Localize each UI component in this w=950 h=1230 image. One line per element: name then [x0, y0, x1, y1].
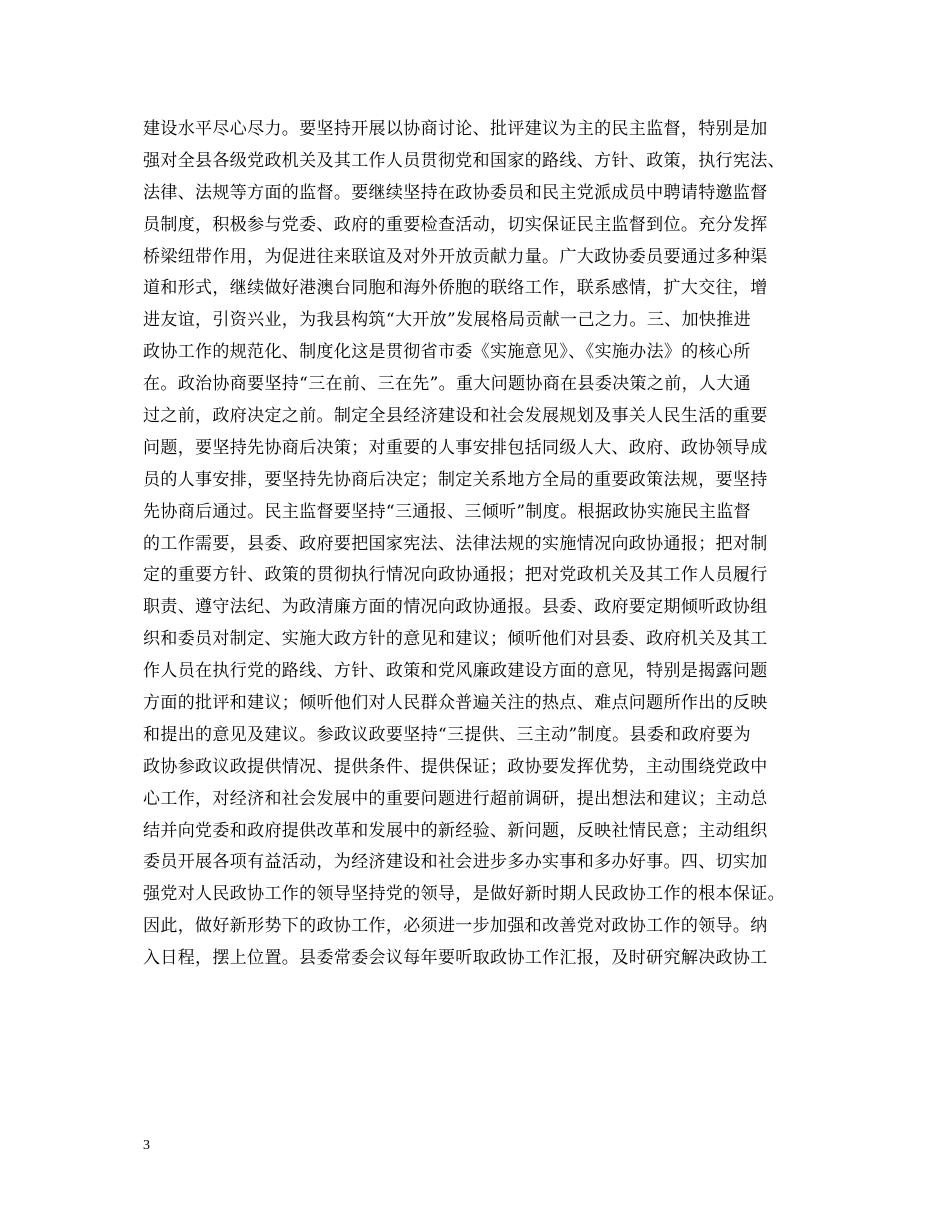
text-line: 在。政治协商要坚持“三在前、三在先”。重大问题协商在县委决策之前，人大通 — [143, 374, 751, 395]
text-line: 强党对人民政协工作的领导坚持党的领导，是做好新时期人民政协工作的根本保证。 — [143, 884, 785, 905]
page-number: 3 — [143, 1138, 150, 1153]
text-line: 织和委员对制定、实施大政方针的意见和建议；倾听他们对县委、政府机关及其工 — [143, 629, 768, 650]
text-line: 心工作，对经济和社会发展中的重要问题进行超前调研，提出想法和建议；主动总 — [143, 788, 768, 809]
text-line: 职责、遵守法纪、为政清廉方面的情况向政协通报。县委、政府要定期倾听政协组 — [143, 597, 768, 618]
text-line: 结并向党委和政府提供改革和发展中的新经验、新问题，反映社情民意；主动组织 — [143, 820, 768, 841]
text-line: 道和形式，继续做好港澳台同胞和海外侨胞的联络工作，联系感情，扩大交往，增 — [143, 278, 768, 299]
text-line: 委员开展各项有益活动，为经济建设和社会进步多办实事和多办好事。四、切实加 — [143, 852, 768, 873]
text-line: 强对全县各级党政机关及其工作人员贯彻党和国家的路线、方针、政策，执行宪法、 — [143, 150, 785, 171]
text-line: 和提出的意见及建议。参政议政要坚持“三提供、三主动”制度。县委和政府要为 — [143, 724, 751, 745]
text-line: 政协参政议政提供情况、提供条件、提供保证；政协要发挥优势，主动围绕党政中 — [143, 756, 768, 777]
text-line: 的工作需要，县委、政府要把国家宪法、法律法规的实施情况向政协通报；把对制 — [143, 533, 768, 554]
text-line: 员的人事安排，要坚持先协商后决定；制定关系地方全局的重要政策法规，要坚持 — [143, 469, 768, 490]
text-line: 法律、法规等方面的监督。要继续坚持在政协委员和民主党派成员中聘请特邀监督 — [143, 182, 768, 203]
text-line: 因此，做好新形势下的政协工作，必须进一步加强和改善党对政协工作的领导。纳 — [143, 916, 768, 937]
text-line: 建设水平尽心尽力。要坚持开展以协商讨论、批评建议为主的民主监督，特别是加 — [143, 119, 768, 139]
text-line: 进友谊，引资兴业，为我县构筑“大开放”发展格局贡献一己之力。三、加快推进 — [143, 310, 751, 331]
text-line: 定的重要方针、政策的贯彻执行情况向政协通报；把对党政机关及其工作人员履行 — [143, 565, 768, 586]
text-line: 入日程，摆上位置。县委常委会议每年要听取政协工作汇报，及时研究解决政协工 — [143, 948, 768, 969]
text-line: 方面的批评和建议；倾听他们对人民群众普遍关注的热点、难点问题所作出的反映 — [143, 693, 768, 714]
text-line: 作人员在执行党的路线、方针、政策和党风廉政建设方面的意见，特别是揭露问题 — [143, 661, 768, 682]
body-text — [143, 114, 823, 975]
text-line: 先协商后通过。民主监督要坚持“三通报、三倾听”制度。根据政协实施民主监督 — [143, 501, 751, 522]
text-line: 过之前，政府决定之前。制定全县经济建设和社会发展规划及事关人民生活的重要 — [143, 406, 768, 427]
text-line: 问题，要坚持先协商后决策；对重要的人事安排包括同级人大、政府、政协领导成 — [143, 437, 768, 458]
text-line: 政协工作的规范化、制度化这是贯彻省市委《实施意见》、《实施办法》的核心所 — [143, 342, 751, 363]
text-line: 员制度，积极参与党委、政府的重要检查活动，切实保证民主监督到位。充分发挥 — [143, 214, 768, 235]
text-line: 桥梁纽带作用，为促进往来联谊及对外开放贡献力量。广大政协委员要通过多种渠 — [143, 246, 768, 267]
